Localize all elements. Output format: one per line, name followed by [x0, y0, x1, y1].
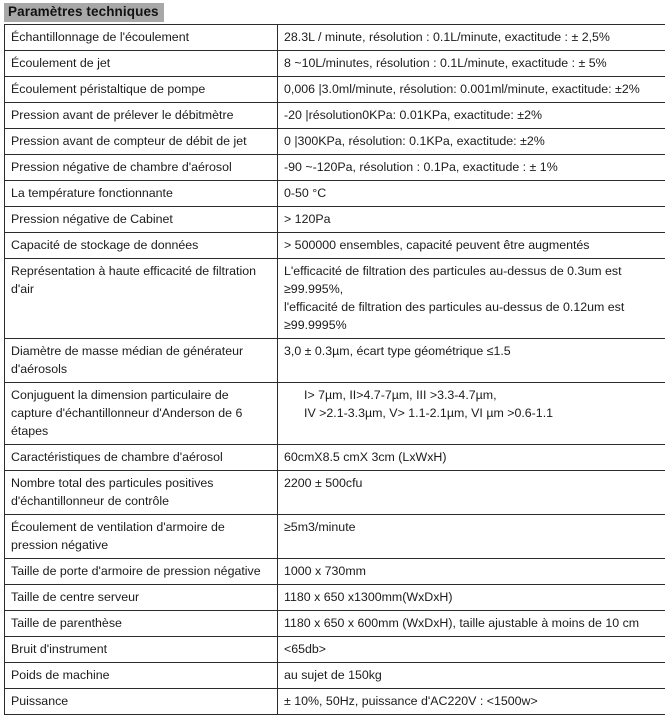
parameter-value-cell: ≥5m3/minute	[278, 515, 665, 559]
table-row	[5, 585, 665, 611]
parameter-name-cell: Caractéristiques de chambre d'aérosol	[5, 445, 278, 471]
parameter-name-cell: Pression avant de compteur de débit de jet	[5, 129, 278, 155]
table-row	[5, 233, 665, 259]
parameter-name-cell: Taille de centre serveur	[5, 585, 278, 611]
parameter-name-cell: Diamètre de masse médian de générateur d'aérosols	[5, 339, 278, 383]
table-row	[5, 77, 665, 103]
page-title: Paramètres techniques	[4, 3, 164, 22]
parameter-name-cell: Poids de machine	[5, 663, 278, 689]
parameter-value-cell: -90 ~-120Pa, résolution : 0.1Pa, exactitude : ± 1%	[278, 155, 665, 181]
parameter-value-cell: 60cmX8.5 cmX 3cm (LxWxH)	[278, 445, 665, 471]
parameter-value-line: l'efficacité de filtration des particules au-dessus de 0.12um est ≥99.9995%	[284, 300, 625, 332]
parameter-value-cell: > 500000 ensembles, capacité peuvent être augmentés	[278, 233, 665, 259]
table-row	[5, 383, 665, 445]
parameter-name-cell: Pression négative de chambre d'aérosol	[5, 155, 278, 181]
parameter-name-cell: Puissance	[5, 689, 278, 715]
parameter-name-cell: Pression négative de Cabinet	[5, 207, 278, 233]
parameter-name-cell: Capacité de stockage de données	[5, 233, 278, 259]
parameter-value-cell: 3,0 ± 0.3µm, écart type géométrique ≤1.5	[278, 339, 665, 383]
parameter-name-cell: Pression avant de prélever le débitmètre	[5, 103, 278, 129]
parameter-name-cell: Conjuguent la dimension particulaire de capture d'échantillonneur d'Anderson de 6 étapes	[5, 383, 278, 445]
parameter-value-cell: > 120Pa	[278, 207, 665, 233]
parameter-name-cell: Taille de parenthèse	[5, 611, 278, 637]
parameter-name-cell: Taille de porte d'armoire de pression négative	[5, 559, 278, 585]
parameter-value-cell: 0,006 |3.0ml/minute, résolution: 0.001ml/minute, exactitude: ±2%	[278, 77, 665, 103]
table-body	[5, 25, 665, 715]
parameter-value-line: L'efficacité de filtration des particules au-dessus de 0.3um est ≥99.995%,	[284, 264, 622, 296]
parameter-value-cell: au sujet de 150kg	[278, 663, 665, 689]
parameter-value-cell: 28.3L / minute, résolution : 0.1L/minute, exactitude : ± 2,5%	[278, 25, 665, 51]
parameter-value-cell: 1180 x 650 x1300mm(WxDxH)	[278, 585, 665, 611]
table-row	[5, 637, 665, 663]
parameter-name-cell: Échantillonnage de l'écoulement	[5, 25, 278, 51]
table-row	[5, 129, 665, 155]
parameter-value-cell: 1000 x 730mm	[278, 559, 665, 585]
parameter-value-cell: 1180 x 650 x 600mm (WxDxH), taille ajustable à moins de 10 cm	[278, 611, 665, 637]
parameter-name-cell: La température fonctionnante	[5, 181, 278, 207]
parameter-name-cell: Nombre total des particules positives d'échantillonneur de contrôle	[5, 471, 278, 515]
parameter-name-cell: Écoulement de jet	[5, 51, 278, 77]
table-row	[5, 25, 665, 51]
parameter-value-line: I> 7µm, II>4.7-7µm, III >3.3-4.7µm,	[304, 388, 497, 402]
parameter-value-cell: -20 |résolution0KPa: 0.01KPa, exactitude: ±2%	[278, 103, 665, 129]
table-row	[5, 181, 665, 207]
table-row	[5, 51, 665, 77]
parameter-value-cell: <65db>	[278, 637, 665, 663]
parameter-value-cell: 0 |300KPa, résolution: 0.1KPa, exactitude: ±2%	[278, 129, 665, 155]
table-row	[5, 663, 665, 689]
table-row	[5, 103, 665, 129]
table-row	[5, 259, 665, 339]
parameter-value-cell: 8 ~10L/minutes, résolution : 0.1L/minute, exactitude : ± 5%	[278, 51, 665, 77]
table-row	[5, 689, 665, 715]
table-row	[5, 515, 665, 559]
parameter-name-cell: Écoulement péristaltique de pompe	[5, 77, 278, 103]
table-row	[5, 611, 665, 637]
table-row	[5, 471, 665, 515]
parameter-name-cell: Représentation à haute efficacité de filtration d'air	[5, 259, 278, 339]
table-row	[5, 445, 665, 471]
table-row	[5, 155, 665, 181]
parameter-name-cell: Bruit d'instrument	[5, 637, 278, 663]
table-row	[5, 339, 665, 383]
parameter-value-cell: 2200 ± 500cfu	[278, 471, 665, 515]
parameter-name-cell: Écoulement de ventilation d'armoire de pression négative	[5, 515, 278, 559]
parameter-value-cell	[278, 383, 665, 445]
parameter-value-cell: 0-50 °C	[278, 181, 665, 207]
table-row	[5, 207, 665, 233]
parameter-value-cell	[278, 259, 665, 339]
table-row	[5, 559, 665, 585]
parameter-value-line: IV >2.1-3.3µm, V> 1.1-2.1µm, VI µm >0.6-1.1	[304, 406, 554, 420]
technical-parameters-table	[4, 24, 665, 715]
parameter-value-cell: ± 10%, 50Hz, puissance d'AC220V : <1500w>	[278, 689, 665, 715]
